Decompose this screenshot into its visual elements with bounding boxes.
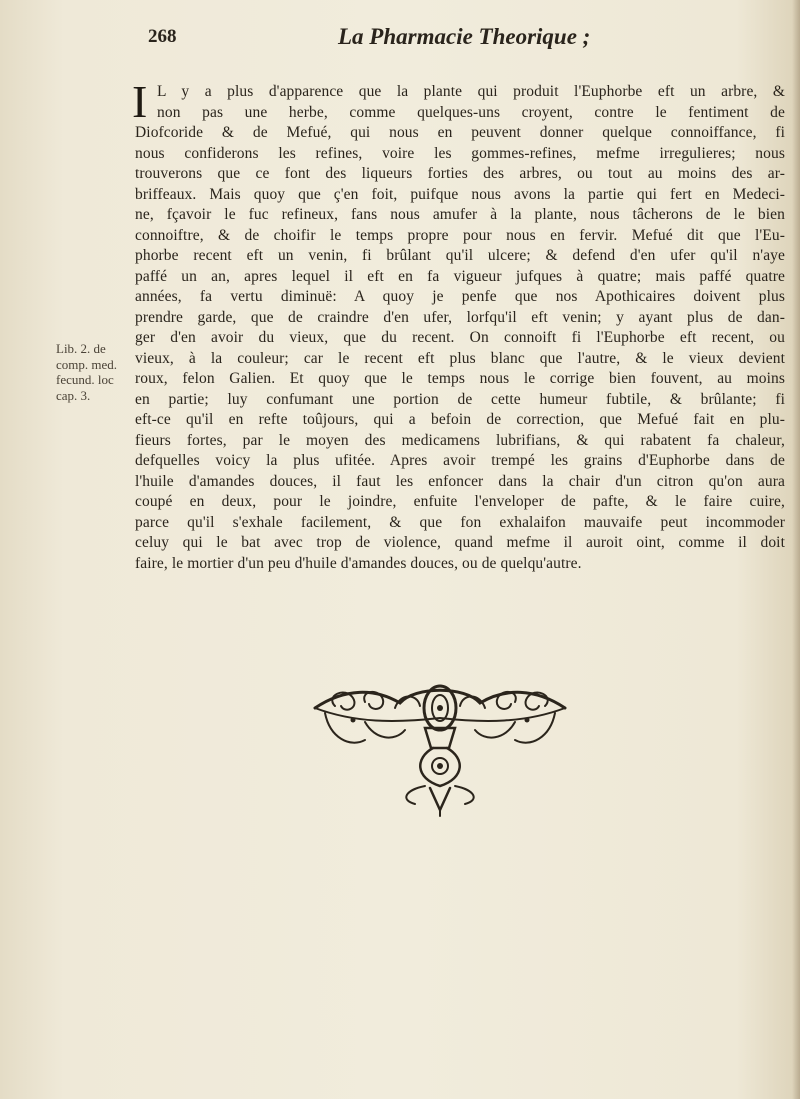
- margin-note: [56, 341, 134, 403]
- text-line: prendre garde, que de craindre d'en ufer, lorfqu'il eft venin; y ayant plus de dan-: [135, 308, 785, 326]
- text-line: non pas une herbe, comme quelques-uns croyent, contre le fentiment de: [157, 103, 785, 121]
- text-line: phorbe recent eft un venin, fi brûlant qu'il ulcere; & defend d'en ufer qu'il n'aye: [135, 247, 785, 264]
- margin-note-line: fecund. loc: [56, 372, 114, 387]
- text-line: L y a plus d'apparence que la plante qui produit l'Euphorbe eft un arbre, &: [157, 83, 785, 100]
- text-line: faire, le mortier d'un peu d'huile d'amandes douces, ou de quelqu'autre.: [135, 554, 582, 572]
- body-text: [135, 82, 785, 574]
- margin-note-line: cap. 3.: [56, 387, 91, 403]
- floral-tailpiece-ornament-icon: [305, 678, 575, 818]
- margin-note-line: comp. med.: [56, 356, 118, 372]
- text-line: vieux, à la couleur; car le recent eft plus blanc que l'autre, & le vieux devient: [135, 349, 785, 367]
- text-line: années, fa vertu diminuë: A quoy je penfe que nos Apothicaires doivent plus: [135, 288, 785, 305]
- text-line: celuy qui le bat avec trop de violence, quand mefme il auroit oint, comme il doit: [135, 534, 785, 551]
- text-line: fieurs fortes, par le moyen des medicamens lubrifians, & qui rabatent fa chaleur,: [135, 431, 785, 449]
- text-line: defquelles voicy la plus ufitée. Apres avoir trempé les grains d'Euphorbe dans de: [135, 452, 785, 469]
- text-line: Diofcoride & de Mefué, qui nous en peuvent donner quelque connoiffance, fi: [135, 124, 785, 141]
- text-line: connoiftre, & de choifir le temps propre pour nous en fervir. Mefué dit que l'Eu-: [135, 226, 785, 244]
- text-line: eft-ce qu'il en refte toûjours, qui a befoin de correction, que Mefué fait en plu-: [135, 411, 785, 428]
- page-edge-shadow: [792, 0, 800, 1099]
- text-line: trouverons que ce font des liqueurs forties des arbres, ou tout au moins des ar-: [135, 165, 785, 182]
- text-line: coupé en deux, pour le joindre, enfuite l'enveloper de pafte, & le faire cuire,: [135, 493, 785, 510]
- text-line: briffeaux. Mais quoy que ç'en foit, puifque nous avons la partie qui fert en Medeci-: [135, 185, 785, 203]
- text-line: roux, felon Galien. Et quoy que le temps nous le corrige bien fouvent, au moins: [135, 370, 785, 387]
- page-header: [148, 20, 648, 54]
- margin-note-line: Lib. 2. de: [56, 341, 106, 356]
- text-line: nous confiderons les refines, voire les gommes-refines, mefme irregulieres; nous: [135, 144, 785, 162]
- text-line: ger d'en avoir du vieux, que du recent. On connoift fi l'Euphorbe eft recent, ou: [135, 329, 785, 346]
- text-line: paffé un an, apres lequel il eft en fa vigueur jufques à quatre; mais paffé quatre: [135, 267, 785, 285]
- running-title: La Pharmacie Theorique ;: [338, 24, 591, 49]
- text-line: ne, fçavoir le fuc refineux, fans nous amufer à la plante, nous tâcherons de le bien: [135, 206, 785, 223]
- drop-cap: I: [132, 76, 148, 127]
- text-line: l'huile d'amandes douces, il faut les enfoncer dans la chair d'un citron qu'on aura: [135, 472, 785, 490]
- page-number: 268: [148, 26, 177, 47]
- text-line: parce qu'il s'exhale facilement, & que fon exhalaifon mauvaife peut incommoder: [135, 513, 785, 531]
- text-line: en partie; luy confumant une portion de cette humeur fubtile, & brûlante; fi: [135, 390, 785, 408]
